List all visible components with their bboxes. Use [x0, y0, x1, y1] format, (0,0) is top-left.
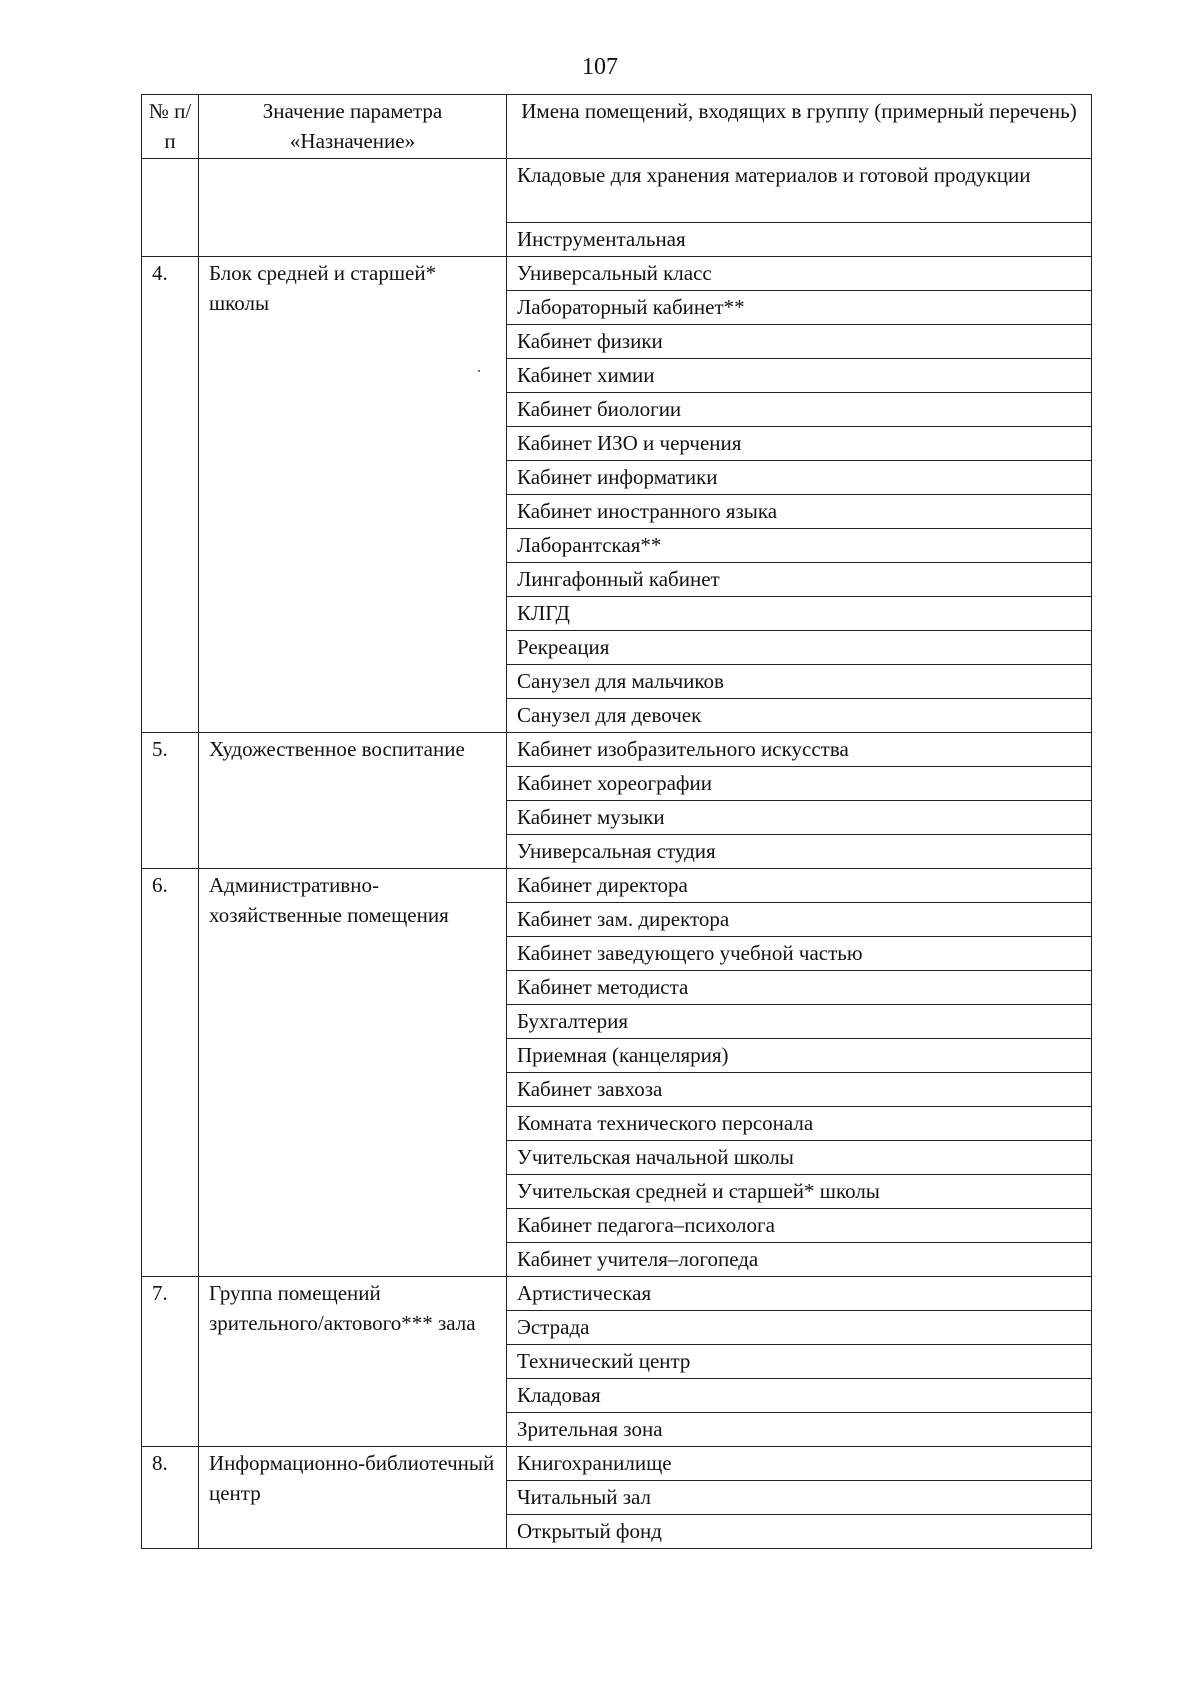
room-cell: Эстрада — [507, 1311, 1092, 1345]
table-row — [142, 159, 1092, 223]
room-cell: Бухгалтерия — [507, 1005, 1092, 1039]
room-cell: Лаборантская** — [507, 529, 1092, 563]
room-cell: Кабинет заведующего учебной частью — [507, 937, 1092, 971]
header-num: № п/п — [142, 95, 199, 159]
room-cell: Комната технического персонала — [507, 1107, 1092, 1141]
room-cell: Инструментальная — [507, 223, 1092, 257]
room-cell: Санузел для девочек — [507, 699, 1092, 733]
group-purpose: Административно-хозяйственные помещения — [199, 869, 507, 1277]
room-cell: Кабинет директора — [507, 869, 1092, 903]
room-cell: Кабинет информатики — [507, 461, 1092, 495]
table-row — [142, 257, 1092, 291]
group-number: 4. — [142, 257, 199, 733]
room-cell: Кабинет учителя–логопеда — [507, 1243, 1092, 1277]
room-cell: Кабинет химии — [507, 359, 1092, 393]
room-cell: Кабинет методиста — [507, 971, 1092, 1005]
room-cell: Кабинет физики — [507, 325, 1092, 359]
rooms-table — [141, 94, 1092, 1549]
room-cell: Книгохранилище — [507, 1447, 1092, 1481]
room-cell: Кабинет биологии — [507, 393, 1092, 427]
group-purpose: Художественное воспитание — [199, 733, 507, 869]
room-cell: Универсальный класс — [507, 257, 1092, 291]
room-cell: Учительская средней и старшей* школы — [507, 1175, 1092, 1209]
room-cell: Кабинет педагога–психолога — [507, 1209, 1092, 1243]
room-cell: Санузел для мальчиков — [507, 665, 1092, 699]
room-cell: Рекреация — [507, 631, 1092, 665]
room-cell: Открытый фонд — [507, 1515, 1092, 1549]
room-cell: Технический центр — [507, 1345, 1092, 1379]
table-header — [142, 95, 1092, 159]
continued-num-cell — [142, 159, 199, 257]
room-cell: КЛГД — [507, 597, 1092, 631]
room-cell: Кабинет завхоза — [507, 1073, 1092, 1107]
header-purpose: Значение параметра «Назначение» — [199, 95, 507, 159]
room-cell: Кабинет иностранного языка — [507, 495, 1092, 529]
room-cell: Кладовая — [507, 1379, 1092, 1413]
room-cell: Кабинет зам. директора — [507, 903, 1092, 937]
room-cell: Лабораторный кабинет** — [507, 291, 1092, 325]
header-rooms: Имена помещений, входящих в группу (примерный перечень) — [507, 95, 1092, 159]
table-body — [142, 159, 1092, 1549]
room-cell: Учительская начальной школы — [507, 1141, 1092, 1175]
room-cell: Зрительная зона — [507, 1413, 1092, 1447]
room-cell: Кабинет ИЗО и черчения — [507, 427, 1092, 461]
group-number: 7. — [142, 1277, 199, 1447]
table-row — [142, 733, 1092, 767]
room-cell: Кладовые для хранения материалов и готовой продукции — [507, 159, 1092, 223]
group-number: 8. — [142, 1447, 199, 1549]
page-number: 107 — [582, 54, 618, 80]
room-cell: Кабинет хореографии — [507, 767, 1092, 801]
table-row — [142, 869, 1092, 903]
room-cell: Лингафонный кабинет — [507, 563, 1092, 597]
room-cell: Универсальная студия — [507, 835, 1092, 869]
continued-purpose-cell — [199, 159, 507, 257]
group-number: 6. — [142, 869, 199, 1277]
room-cell: Читальный зал — [507, 1481, 1092, 1515]
room-cell: Приемная (канцелярия) — [507, 1039, 1092, 1073]
header-row — [142, 95, 1092, 159]
group-purpose: Блок средней и старшей* школы — [199, 257, 507, 733]
room-cell: Кабинет изобразительного искусства — [507, 733, 1092, 767]
table-row — [142, 1277, 1092, 1311]
room-cell: Артистическая — [507, 1277, 1092, 1311]
table-row — [142, 1447, 1092, 1481]
group-purpose: Информационно-библиотечный центр — [199, 1447, 507, 1549]
room-cell: Кабинет музыки — [507, 801, 1092, 835]
group-number: 5. — [142, 733, 199, 869]
group-purpose: Группа помещений зрительного/актового*** зала — [199, 1277, 507, 1447]
